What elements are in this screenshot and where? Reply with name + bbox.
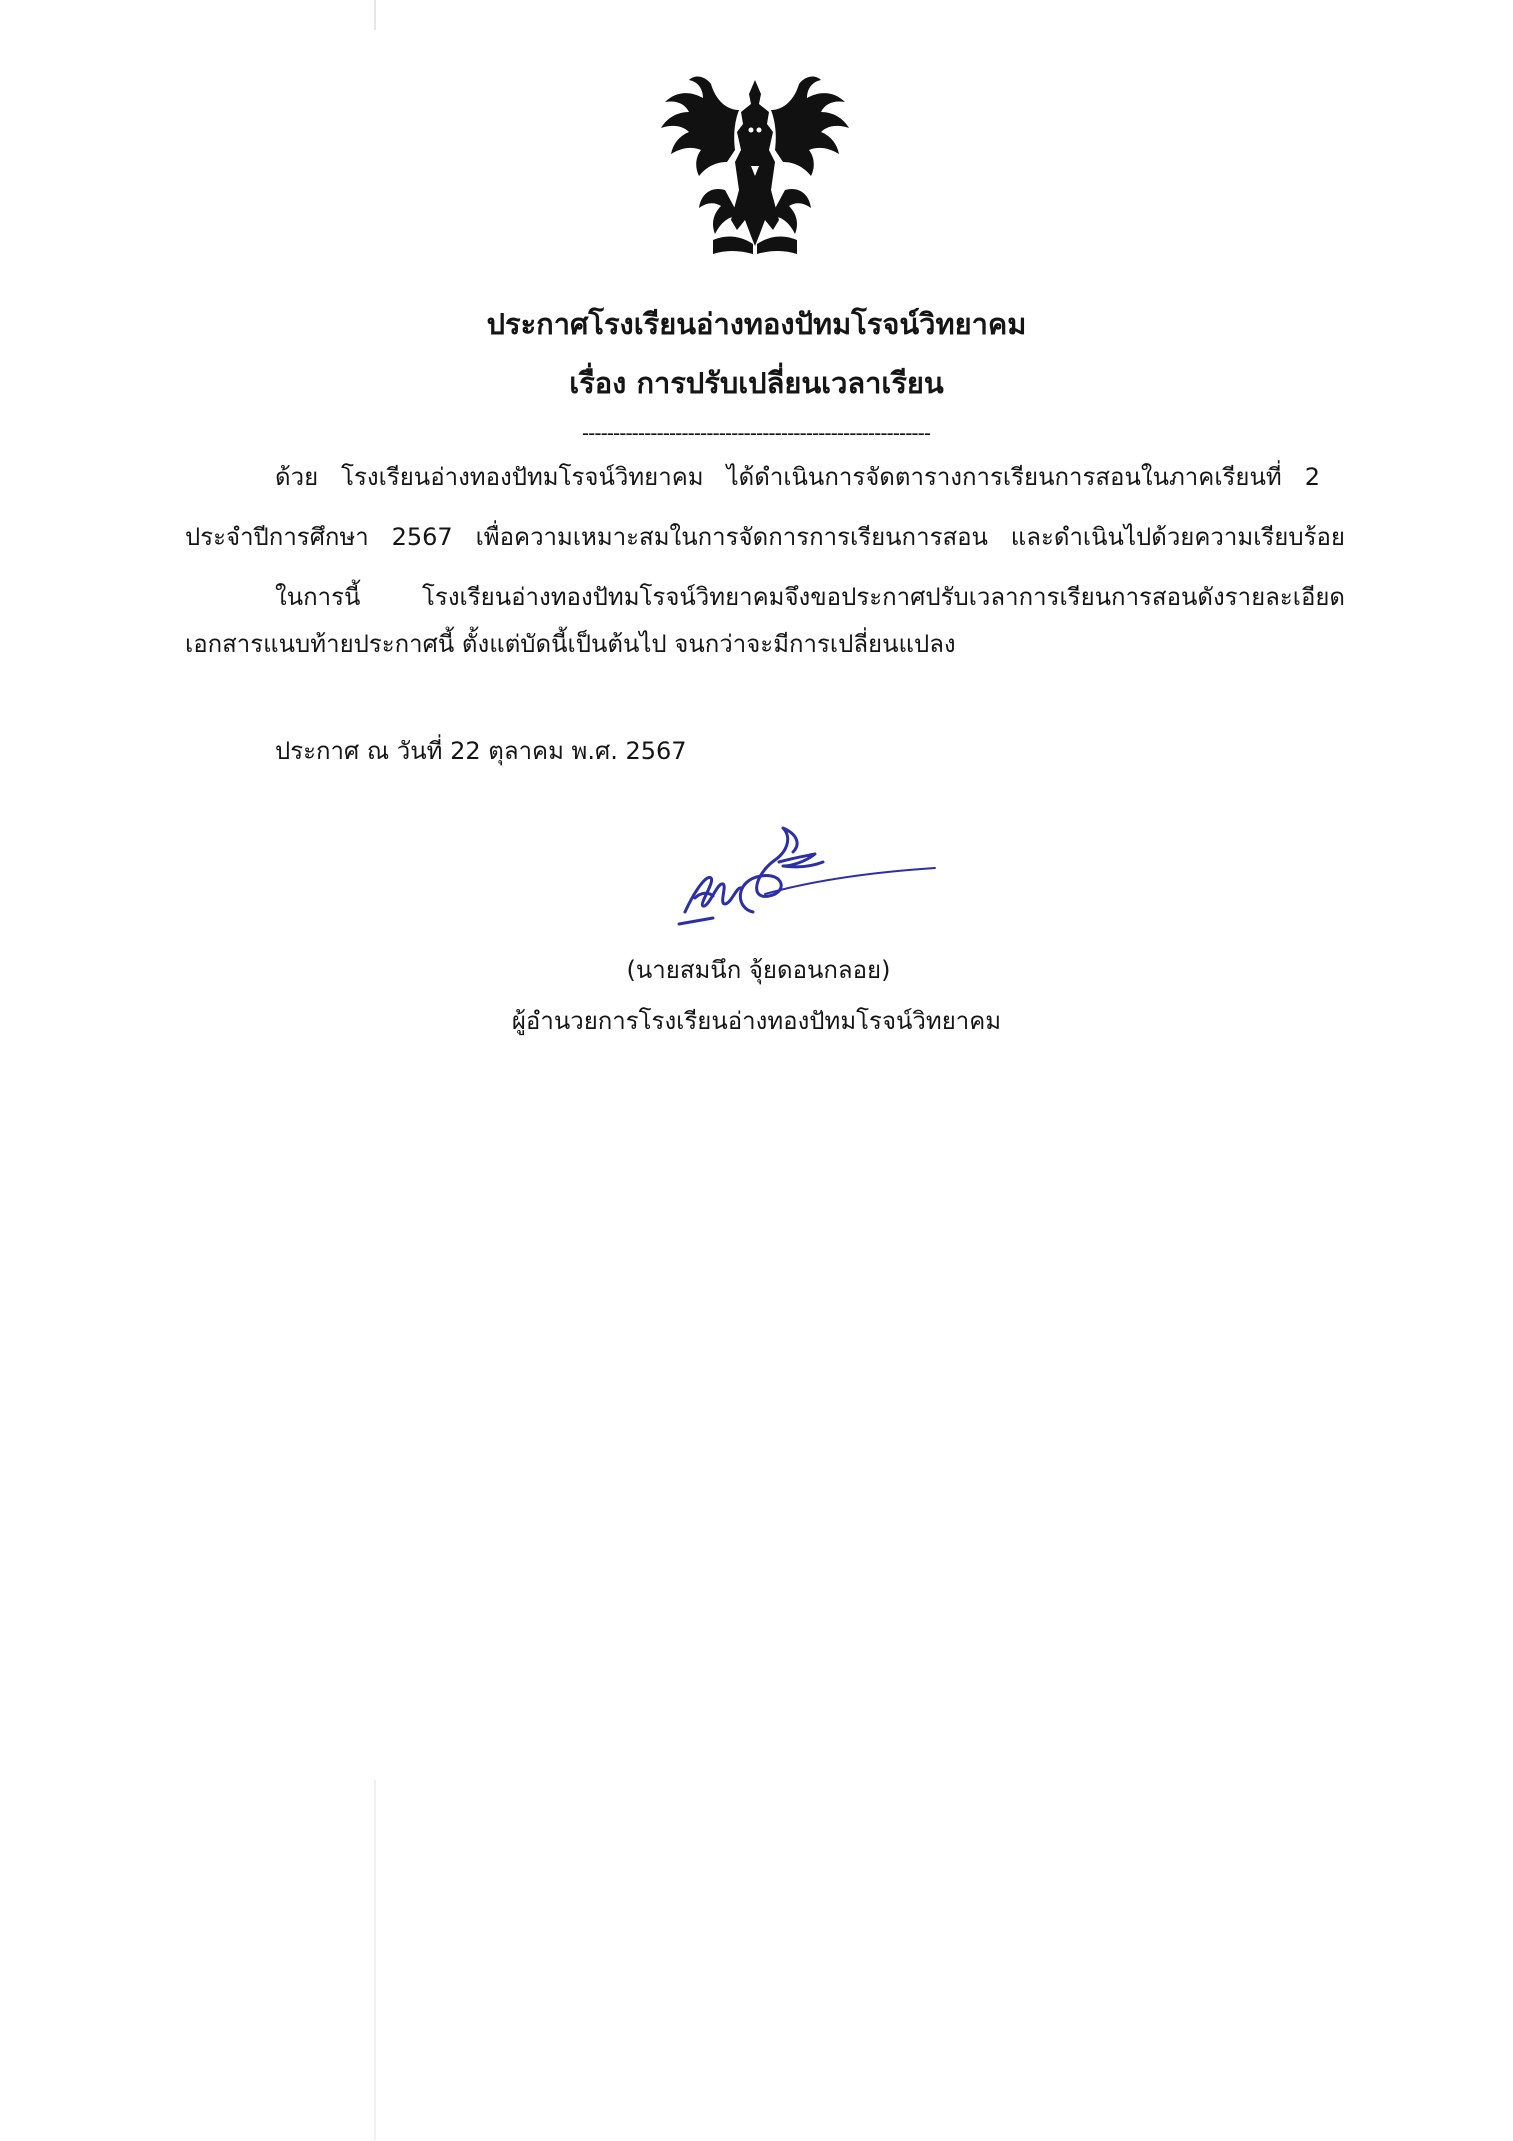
title-divider: --------------------------------------------------------	[581, 421, 931, 445]
announcement-title: ประกาศโรงเรียนอ่างทองปัทมโรจน์วิทยาคม	[486, 307, 1027, 341]
scan-artifact-top	[374, 0, 376, 30]
body-line-3	[275, 579, 1345, 615]
body-text: ด้วย	[275, 463, 319, 491]
body-text: โรงเรียนอ่างทองปัทมโรจน์วิทยาคม	[341, 463, 704, 491]
body-text: ได้ดำเนินการจัดตารางการเรียนการสอนในภาคเรียนที่	[726, 463, 1282, 491]
body-text: ประจำปีการศึกษา	[185, 523, 369, 551]
scan-artifact-bottom	[374, 1780, 376, 2140]
body-line-1	[275, 459, 1320, 495]
announcement-subject: เรื่อง การปรับเปลี่ยนเวลาเรียน	[569, 366, 944, 400]
signer-name: (นายสมนึก จุ้ยดอนกลอย)	[626, 956, 891, 984]
body-text: ในการนี้	[275, 583, 361, 611]
body-line-4: เอกสารแนบท้ายประกาศนี้ ตั้งแต่บัดนี้เป็นต้นไป จนกว่าจะมีการเปลี่ยนแปลง	[185, 630, 956, 658]
garuda-emblem-icon	[655, 70, 855, 270]
announcement-date: ประกาศ ณ วันที่ 22 ตุลาคม พ.ศ. 2567	[275, 737, 687, 765]
body-text: เพื่อความเหมาะสมในการจัดการการเรียนการสอน	[475, 523, 988, 551]
body-text: 2567	[391, 523, 453, 551]
body-text: 2	[1304, 463, 1320, 491]
body-line-2	[185, 519, 1345, 555]
body-text: และดำเนินไปด้วยความเรียบร้อย	[1010, 523, 1345, 551]
handwritten-signature-icon	[665, 800, 945, 940]
body-text: โรงเรียนอ่างทองปัทมโรจน์วิทยาคมจึงขอประกาศปรับเวลาการเรียนการสอนดังรายละเอียด	[422, 583, 1345, 611]
signer-position: ผู้อำนวยการโรงเรียนอ่างทองปัทมโรจน์วิทยาคม	[511, 1007, 1002, 1035]
